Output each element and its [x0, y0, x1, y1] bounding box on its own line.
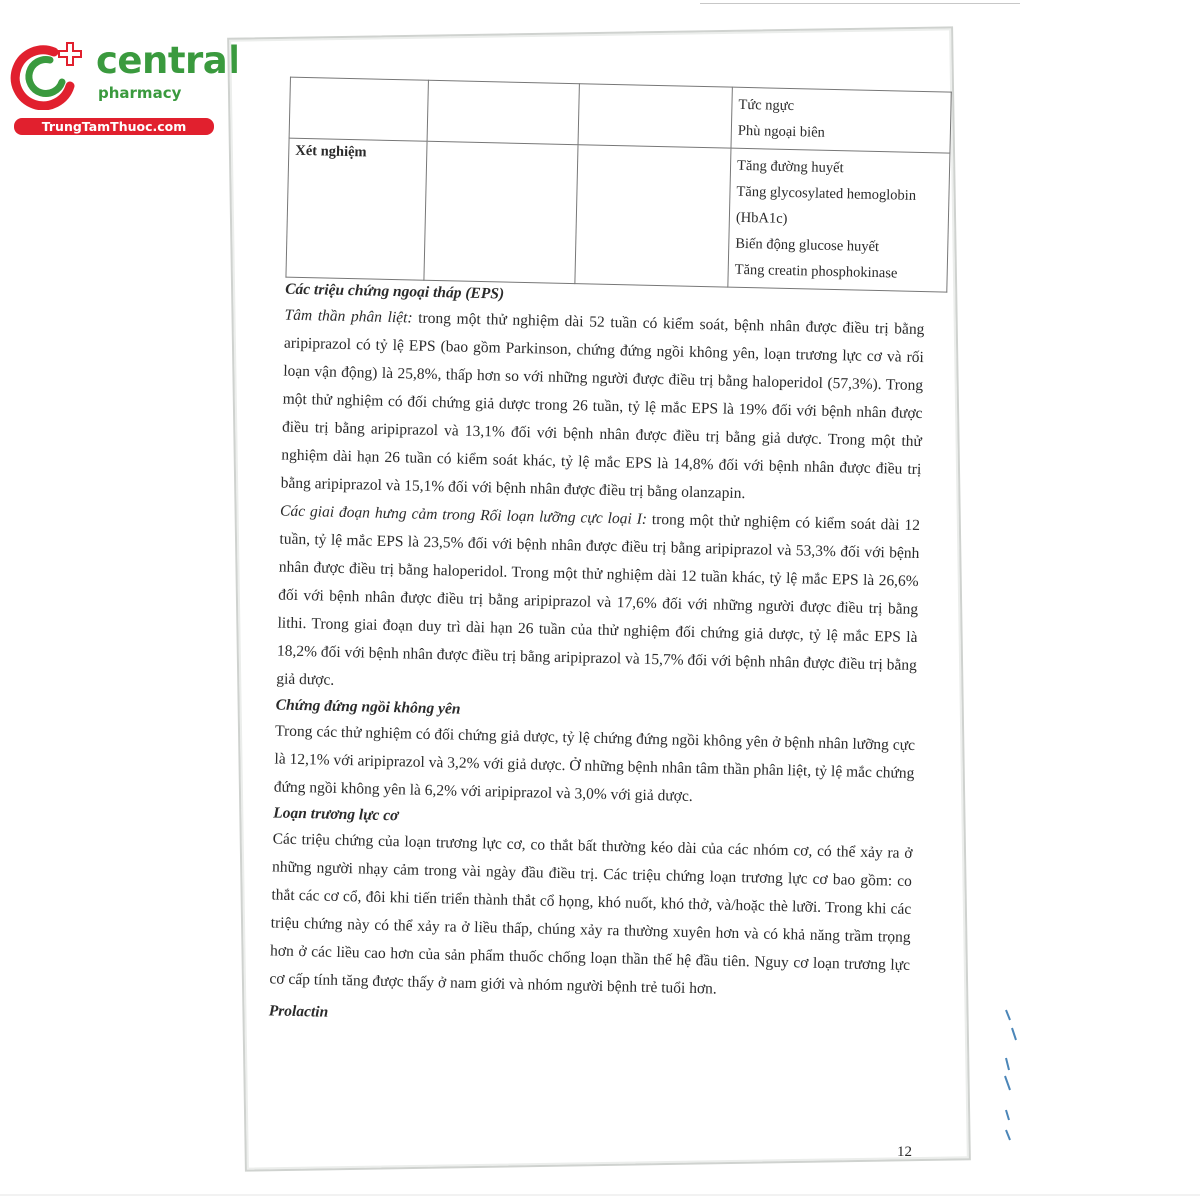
section-heading: Prolactin	[268, 1002, 329, 1021]
logo-brand-sub: pharmacy	[98, 84, 182, 102]
effect-item: Tăng glycosylated hemoglobin (HbA1c)	[735, 183, 917, 227]
paragraph-lead: Các giai đoạn hưng cảm trong Rối loạn lưỡng cực loại I:	[279, 502, 648, 528]
effect-item: Tăng đường huyết	[736, 157, 844, 177]
logo-website: TrungTamThuoc.com	[14, 118, 214, 135]
table-cell	[731, 87, 951, 153]
adverse-effects-table	[285, 77, 951, 293]
adjacent-page-edge	[1000, 1000, 1020, 1150]
paragraph	[276, 498, 920, 708]
scan-edge-line	[700, 3, 1020, 4]
table-cell	[424, 141, 578, 283]
table-cell	[578, 84, 732, 148]
paragraph: Các triệu chứng của loạn trương lực cơ, co thắt bất thường kéo dài của các nhóm cơ, có thể xảy ra ở những người nhạy cảm trong vài ngày đầu điều trị. Các triệu chứng loạn trương lực cơ bao gồm: co thắt các cơ cổ, đôi khi tiến triển thành thắt cổ họng, khó nuốt, khó thở, và/hoặc thè lưỡi. Trong khi các triệu chứng này có thể xảy ra ở liều thấp, chúng xảy ra thường xuyên hơn và có khả năng trầm trọng hơn ở các liều cao hơn của sản phẩm thuốc chống loạn thần thế hệ đầu tiên. Nguy cơ loạn trương lực cơ cấp tính tăng được thấy ở nam giới và nhóm người bệnh trẻ tuổi hơn.	[269, 830, 913, 998]
section-heading: Loạn trương lực cơ	[273, 804, 399, 825]
effect-item: Phù ngoại biên	[737, 122, 826, 141]
pharmacy-cross-icon	[10, 38, 90, 110]
central-pharmacy-logo[interactable]	[10, 38, 240, 138]
table-cell	[575, 145, 731, 287]
section-heading: Các triệu chứng ngoại tháp (EPS)	[284, 280, 505, 303]
paragraph-text: trong một thử nghiệm có kiểm soát dài 12 tuần, tỷ lệ mắc EPS là 23,5% đối với bệnh nhân được điều trị bằng aripiprazol và 53,3% đối với bệnh nhân được điều trị bằng haloperidol. Trong một thử nghiệm dài 12 tuần khác, tỷ lệ mắc EPS là 26,6% đối với bệnh nhân được điều trị bằng aripiprazol và 17,6% đối với những người được điều trị bằng lithi. Trong giai đoạn duy trì dài hạn 26 tuần của thử nghiệm đối chứng giả dược, tỷ lệ mắc EPS là 18,2% đối với bệnh nhân được điều trị bằng aripiprazol và 15,7% đối với bệnh nhân được điều trị bằng giả dược.	[276, 510, 921, 689]
table-cell	[728, 148, 950, 292]
table-cell	[427, 80, 579, 144]
effect-item: Biến động glucose huyết	[735, 235, 880, 256]
scan-bottom-edge	[0, 1194, 1200, 1196]
section-heading: Chứng đứng ngồi không yên	[275, 696, 461, 718]
page-edge-marks-icon	[1000, 1000, 1020, 1150]
table-row-label: Xét nghiệm	[286, 138, 427, 280]
body-text	[269, 278, 926, 1038]
table-cell	[289, 77, 428, 141]
paragraph-lead: Tâm thần phân liệt:	[284, 306, 413, 327]
paragraph: Trong các thử nghiệm có đối chứng giả dược, tỷ lệ chứng đứng ngồi không yên ở bệnh nhân lưỡng cực là 12,1% với aripiprazol và 3,2% với giả dược. Ở những bệnh nhân tâm thần phân liệt, tỷ lệ mắc chứng đứng ngồi không yên là 6,2% với aripiprazol và 3,0% với giả dược.	[273, 722, 916, 805]
table-row	[286, 138, 950, 292]
paragraph-text: trong một thử nghiệm dài 52 tuần có kiểm soát, bệnh nhân được điều trị bằng aripiprazol có tỷ lệ EPS (bao gồm Parkinson, chứng đứng ngồi không yên, loạn trương lực cơ và rối loạn vận động) là 25,8%, thấp hơn so với những người được điều trị bằng haloperidol (57,3%). Trong một thử nghiệm có đối chứng giả dược trong 26 tuần, tỷ lệ mắc EPS là 19% đối với bệnh nhân được điều trị bằng aripiprazol và 13,1% đối với bệnh nhân được điều trị bằng giả dược. Trong một thử nghiệm dài hạn 26 tuần có kiểm soát khác, tỷ lệ mắc EPS là 14,8% đối với bệnh nhân được điều trị bằng aripiprazol và 15,1% đối với bệnh nhân được điều trị bằng olanzapin.	[280, 309, 925, 503]
document-content	[238, 76, 952, 1151]
effect-item: Tức ngực	[738, 96, 795, 115]
paragraph	[280, 302, 924, 512]
logo-brand-name: central	[96, 39, 240, 82]
page-number: 12	[897, 1144, 912, 1160]
effect-item: Tăng creatin phosphokinase	[734, 261, 898, 282]
